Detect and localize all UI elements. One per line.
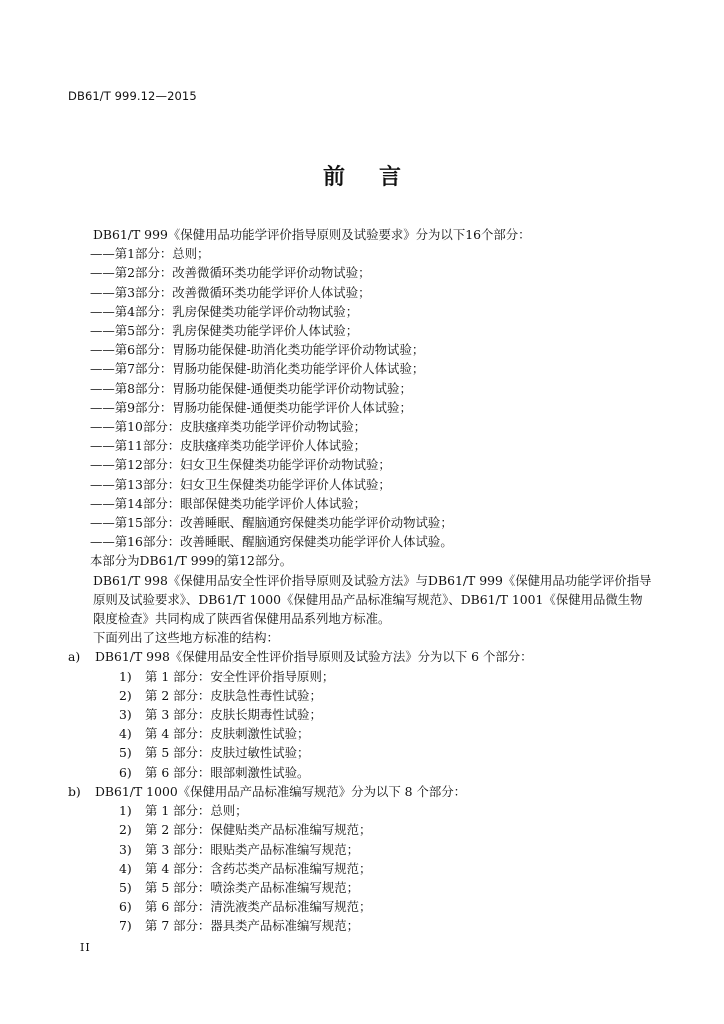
list-item: ——第4部分：乳房保健类功能学评价动物试验；	[90, 303, 359, 319]
list-item: 第 1 部分：安全性评价指导原则；	[145, 668, 335, 684]
page-title: 前言	[322, 165, 435, 190]
list-item: ——第6部分：胃肠功能保健-助消化类功能学评价动物试验；	[90, 342, 425, 358]
item-number: 5)	[119, 879, 132, 895]
item-number: 4)	[119, 726, 132, 742]
list-item: ——第10部分：皮肤瘙痒类功能学评价动物试验；	[90, 419, 366, 435]
section-a-label: a)	[68, 649, 81, 665]
list-item: ——第2部分：改善微循环类功能学评价动物试验；	[90, 265, 371, 281]
list-item: ——第11部分：皮肤瘙痒类功能学评价人体试验；	[90, 438, 366, 454]
item-number: 1)	[119, 668, 132, 684]
list-item: 第 7 部分：器具类产品标准编写规范；	[145, 918, 360, 934]
list-item: ——第5部分：乳房保健类功能学评价人体试验；	[90, 323, 359, 339]
section-a	[68, 647, 650, 781]
document-code: DB61/T 999.12—2015	[68, 89, 197, 103]
list-item: 第 1 部分：总则；	[145, 803, 248, 819]
list-item: 第 4 部分：皮肤刺激性试验；	[145, 726, 310, 742]
item-number: 1)	[119, 803, 132, 819]
list-item: 第 5 部分：喷涂类产品标准编写规范；	[145, 879, 360, 895]
parts-list	[90, 244, 650, 551]
section-b-label: b)	[68, 783, 81, 799]
item-number: 2)	[119, 687, 132, 703]
item-number: 4)	[119, 860, 132, 876]
item-number: 5)	[119, 745, 132, 761]
list-item: 第 2 部分：皮肤急性毒性试验；	[145, 687, 322, 703]
section-b	[68, 782, 650, 936]
this-part-statement: 本部分为DB61/T 999的第12部分。	[90, 553, 293, 569]
list-item: 第 3 部分：眼贴类产品标准编写规范；	[145, 841, 360, 857]
list-item: ——第9部分：胃肠功能保健-通便类功能学评价人体试验；	[90, 399, 412, 415]
list-item: 第 5 部分：皮肤过敏性试验；	[145, 745, 310, 761]
list-item: 第 6 部分：清洗液类产品标准编写规范；	[145, 899, 372, 915]
list-item: ——第15部分：改善睡眠、醒脑通窍保健类功能学评价动物试验；	[90, 515, 453, 531]
section-b-text: DB61/T 1000《保健用品产品标准编写规范》分为以下 8 个部分：	[95, 783, 467, 799]
list-item: ——第7部分：胃肠功能保健-助消化类功能学评价人体试验；	[90, 361, 425, 377]
item-number: 6)	[119, 899, 132, 915]
relation-paragraph: DB61/T 998《保健用品安全性评价指导原则及试验方法》与DB61/T 999《保健用品功能学评价指导原则及试验要求》、DB61/T 1000《保健用品产品标准编写规范》、DB61/T 1001《保健用品微生物限度检查》共同构成了陕西省保健用品系列地方标准。	[93, 572, 652, 627]
list-item: 第 2 部分：保健贴类产品标准编写规范；	[145, 822, 372, 838]
list-item: 第 6 部分：眼部刺激性试验。	[145, 764, 310, 780]
list-item: ——第16部分：改善睡眠、醒脑通窍保健类功能学评价人体试验。	[90, 534, 453, 550]
list-item: ——第13部分：妇女卫生保健类功能学评价人体试验；	[90, 476, 391, 492]
page-number: II	[80, 941, 91, 954]
structure-intro: 下面列出了这些地方标准的结构：	[93, 630, 279, 646]
list-item: 第 4 部分：含药芯类产品标准编写规范；	[145, 860, 372, 876]
list-item: ——第12部分：妇女卫生保健类功能学评价动物试验；	[90, 457, 391, 473]
item-number: 3)	[119, 841, 132, 857]
item-number: 6)	[119, 764, 132, 780]
list-item: ——第14部分：眼部保健类功能学评价人体试验；	[90, 495, 366, 511]
foreword-body	[68, 225, 652, 936]
intro-paragraph: DB61/T 999《保健用品功能学评价指导原则及试验要求》分为以下16个部分：	[93, 227, 531, 242]
list-item: ——第3部分：改善微循环类功能学评价人体试验；	[90, 284, 371, 300]
list-item: ——第8部分：胃肠功能保健-通便类功能学评价动物试验；	[90, 380, 412, 396]
list-item: ——第1部分：总则；	[90, 246, 210, 262]
item-number: 2)	[119, 822, 132, 838]
item-number: 7)	[119, 918, 132, 934]
item-number: 3)	[119, 707, 132, 723]
list-item: 第 3 部分：皮肤长期毒性试验；	[145, 707, 322, 723]
section-a-text: DB61/T 998《保健用品安全性评价指导原则及试验方法》分为以下 6 个部分：	[95, 649, 533, 665]
